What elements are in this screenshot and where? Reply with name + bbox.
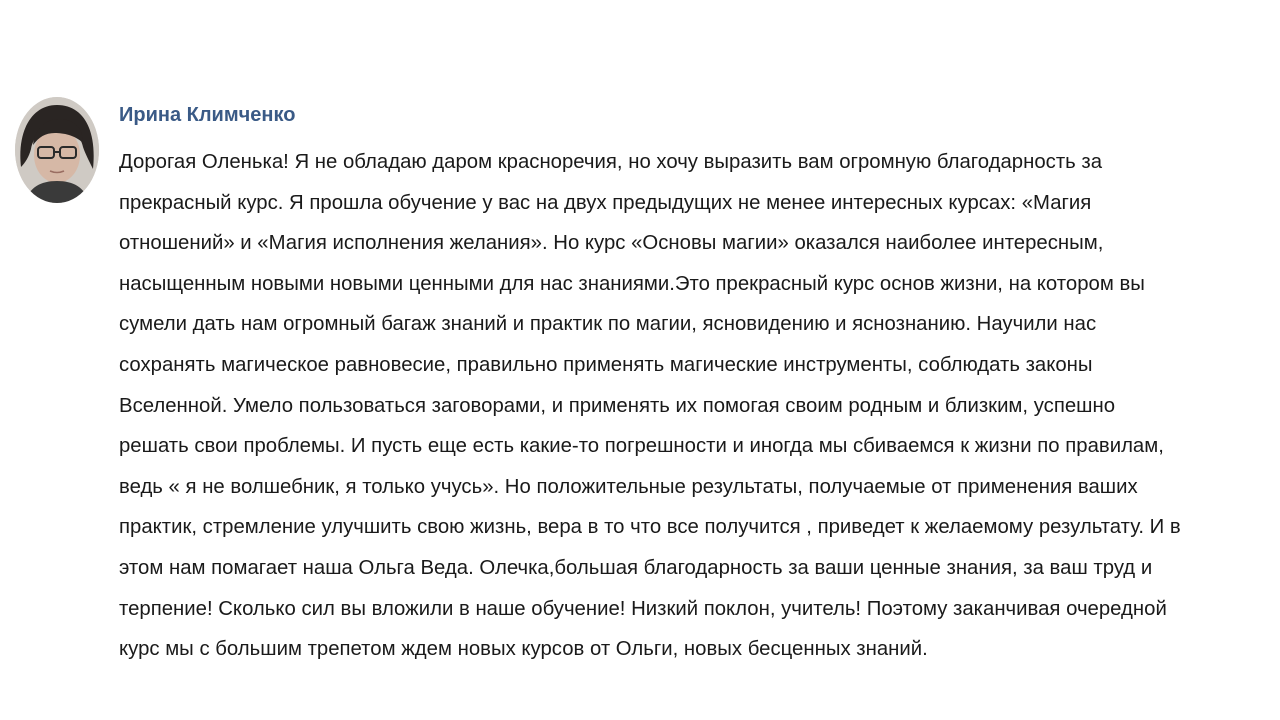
review-text-line: курс мы с большим трепетом ждем новых курсов от Ольги, новых бесценных знаний. [119, 637, 928, 661]
review-text-line: Дорогая Оленька! Я не обладаю даром красноречия, но хочу выразить вам огромную благодарность за [119, 150, 1103, 173]
review-text-line: практик, стремление улучшить свою жизнь, вера в то что все получится , приведет к желаемому результату. И в [119, 515, 1181, 539]
review-text-line: сохранять магическое равновесие, правильно применять магические инструменты, соблюдать законы [119, 352, 1093, 376]
review-text-line: отношений» и «Магия исполнения желания». Но курс «Основы магии» оказался наиболее интересным, [119, 231, 1104, 255]
review-text-line: ведь « я не волшебник, я только учусь». Но положительные результаты, получаемые от применения ваших [119, 474, 1138, 498]
review-text-line: решать свои проблемы. И пусть еще есть какие-то погрешности и иногда мы сбиваемся к жизни по правилам, [119, 434, 1164, 458]
review-text-line: Вселенной. Умело пользоваться заговорами, и применять их помогая своим родным и близким, успешно [119, 393, 1116, 417]
review-text-line: этом нам помагает наша Ольга Веда. Олечка,большая благодарность за ваши ценные знания, за ваш труд и [119, 555, 1153, 579]
user-photo-icon [15, 97, 99, 203]
review-text-line: терпение! Сколько сил вы вложили в наше обучение! Низкий поклон, учитель! Поэтому заканчивая очередной [119, 596, 1167, 620]
review-text-line: насыщенным новыми новыми ценными для нас знаниями.Это прекрасный курс основ жизни, на котором вы [119, 271, 1145, 295]
review-text-line: прекрасный курс. Я прошла обучение у вас на двух предыдущих не менее интересных курсах: «Магия [119, 190, 1092, 214]
author-name[interactable]: Ирина Климченко [119, 104, 296, 126]
avatar[interactable] [15, 97, 99, 203]
review-text [119, 142, 1279, 670]
review-text-line: сумели дать нам огромный багаж знаний и практик по магии, ясновидению и яснознанию. Научили нас [119, 312, 1097, 336]
